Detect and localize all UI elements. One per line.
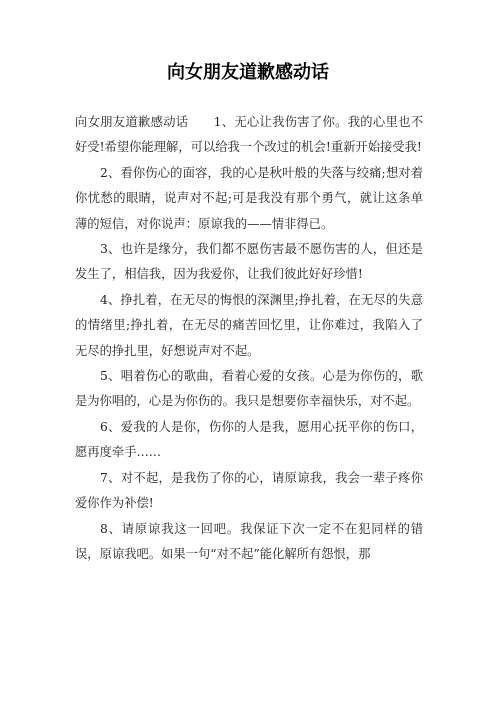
- paragraph-5: 5、唱着伤心的歌曲，看着心爱的女孩。心是为你伤的，歌是为你唱的，心是为你伤的。我只是想要你幸福快乐，对不起。: [75, 369, 423, 409]
- paragraph-4: 4、挣扎着，在无尽的悔恨的深渊里;挣扎着，在无尽的失意的情绪里;挣扎着，在无尽的痛苦回忆里，让你难过，我陷入了无尽的挣扎里，好想说声对不起。: [75, 292, 423, 358]
- paragraph-2: 2、看你伤心的面容，我的心是秋叶般的失落与绞痛;想对着你忧愁的眼睛，说声对不起;可是我没有那个勇气，就让这条单薄的短信，对你说声：原谅我的——情非得已。: [75, 165, 423, 231]
- paragraph-6: 6、爱我的人是你，伤你的人是我，愿用心抚平你的伤口，愿再度牵手……: [75, 419, 423, 460]
- paragraph-1: 向女朋友道歉感动话 1、无心让我伤害了你。我的心里也不好受!希望你能理解，可以给我一个改过的机会!重新开始接受我!: [75, 115, 423, 155]
- document-body: [75, 110, 423, 567]
- document-title: 向女朋友道歉感动话: [167, 62, 329, 83]
- paragraph-8: 8、请原谅我这一回吧。我保证下次一定不在犯同样的错误，原谅我吧。如果一句“对不起”能化解所有怨恨，那: [75, 521, 423, 561]
- paragraph-7: 7、对不起，是我伤了你的心，请原谅我，我会一辈子疼你爱你作为补偿!: [75, 470, 423, 511]
- paragraph-3: 3、也许是缘分，我们都不愿伤害最不愿伤害的人，但还是发生了，相信我，因为我爱你，让我们彼此好好珍惜!: [75, 242, 423, 282]
